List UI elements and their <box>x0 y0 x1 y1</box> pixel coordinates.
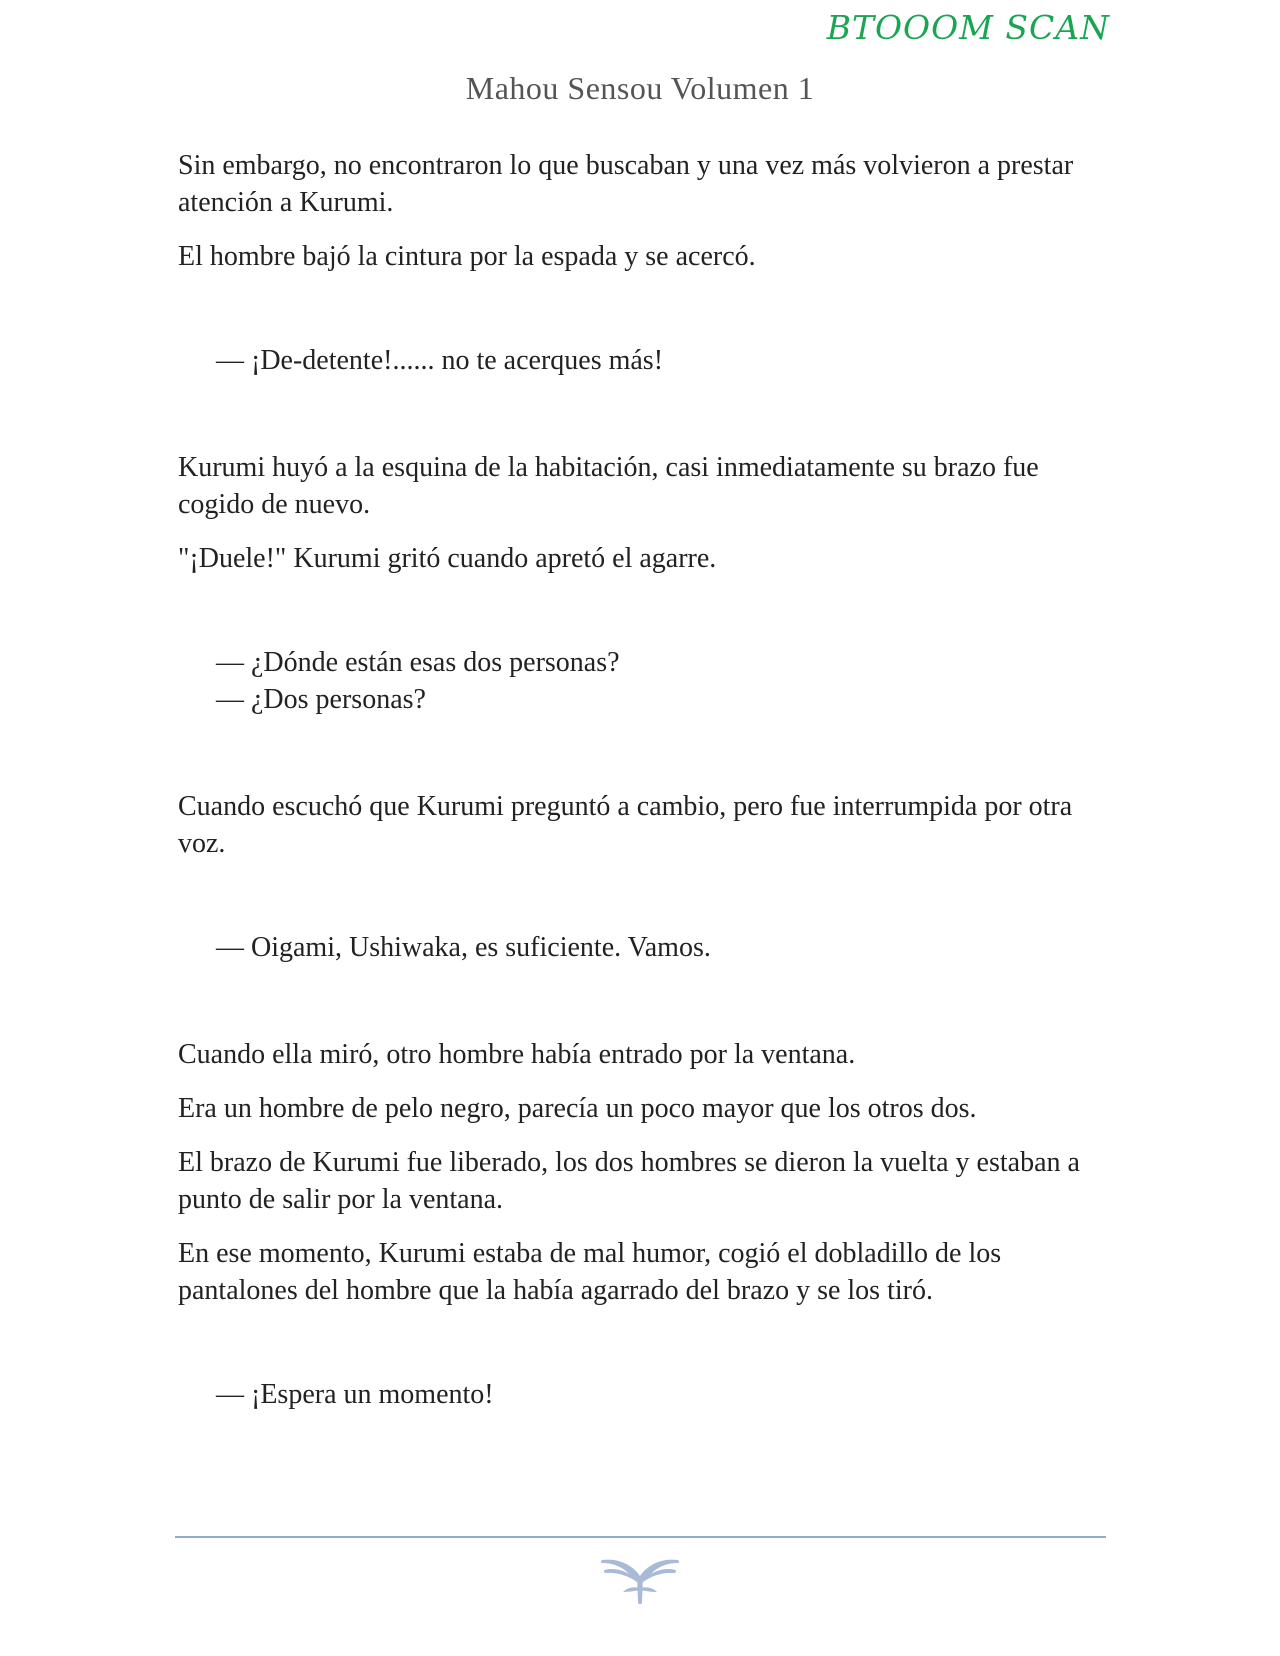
dialogue-line: — ¿Dónde están esas dos personas? <box>216 647 620 678</box>
chapter-body <box>178 147 1108 1413</box>
spacer <box>178 379 1108 449</box>
scanlation-watermark: BTOOOM SCAN <box>826 8 1110 47</box>
spacer <box>178 879 1108 929</box>
spacer <box>178 1326 1108 1376</box>
dialogue-line: — ¡Espera un momento! <box>216 1379 494 1410</box>
paragraph: Era un hombre de pelo negro, parecía un poco mayor que los otros dos. <box>178 1093 977 1124</box>
paragraph: "¡Duele!" Kurumi gritó cuando apretó el agarre. <box>178 543 717 574</box>
running-header-title: Mahou Sensou Volumen 1 <box>465 70 815 106</box>
footer-divider <box>175 1536 1106 1538</box>
dialogue-line: — ¿Dos personas? <box>216 684 426 715</box>
paragraph: Sin embargo, no encontraron lo que buscaban y una vez más volvieron a prestar atención a Kurumi. <box>178 150 1074 218</box>
paragraph: Cuando escuchó que Kurumi preguntó a cambio, pero fue interrumpida por otra voz. <box>178 791 1073 859</box>
dialogue-line: — ¡De-detente!...... no te acerques más! <box>216 345 664 376</box>
spacer <box>178 594 1108 644</box>
paragraph: En ese momento, Kurumi estaba de mal humor, cogió el dobladillo de los pantalones del hombre que la había agarrado del brazo y se los tiró. <box>178 1238 1002 1306</box>
spacer <box>178 966 1108 1036</box>
paragraph: El brazo de Kurumi fue liberado, los dos hombres se dieron la vuelta y estaban a punto de salir por la ventana. <box>178 1147 1080 1215</box>
spacer <box>178 718 1108 788</box>
paragraph: El hombre bajó la cintura por la espada y se acercó. <box>178 241 756 272</box>
fleuron-icon <box>599 1554 681 1606</box>
paragraph: Kurumi huyó a la esquina de la habitación, casi inmediatamente su brazo fue cogido de nuevo. <box>178 452 1039 520</box>
spacer <box>178 292 1108 342</box>
paragraph: Cuando ella miró, otro hombre había entrado por la ventana. <box>178 1039 856 1070</box>
dialogue-line: — Oigami, Ushiwaka, es suficiente. Vamos. <box>216 932 711 963</box>
